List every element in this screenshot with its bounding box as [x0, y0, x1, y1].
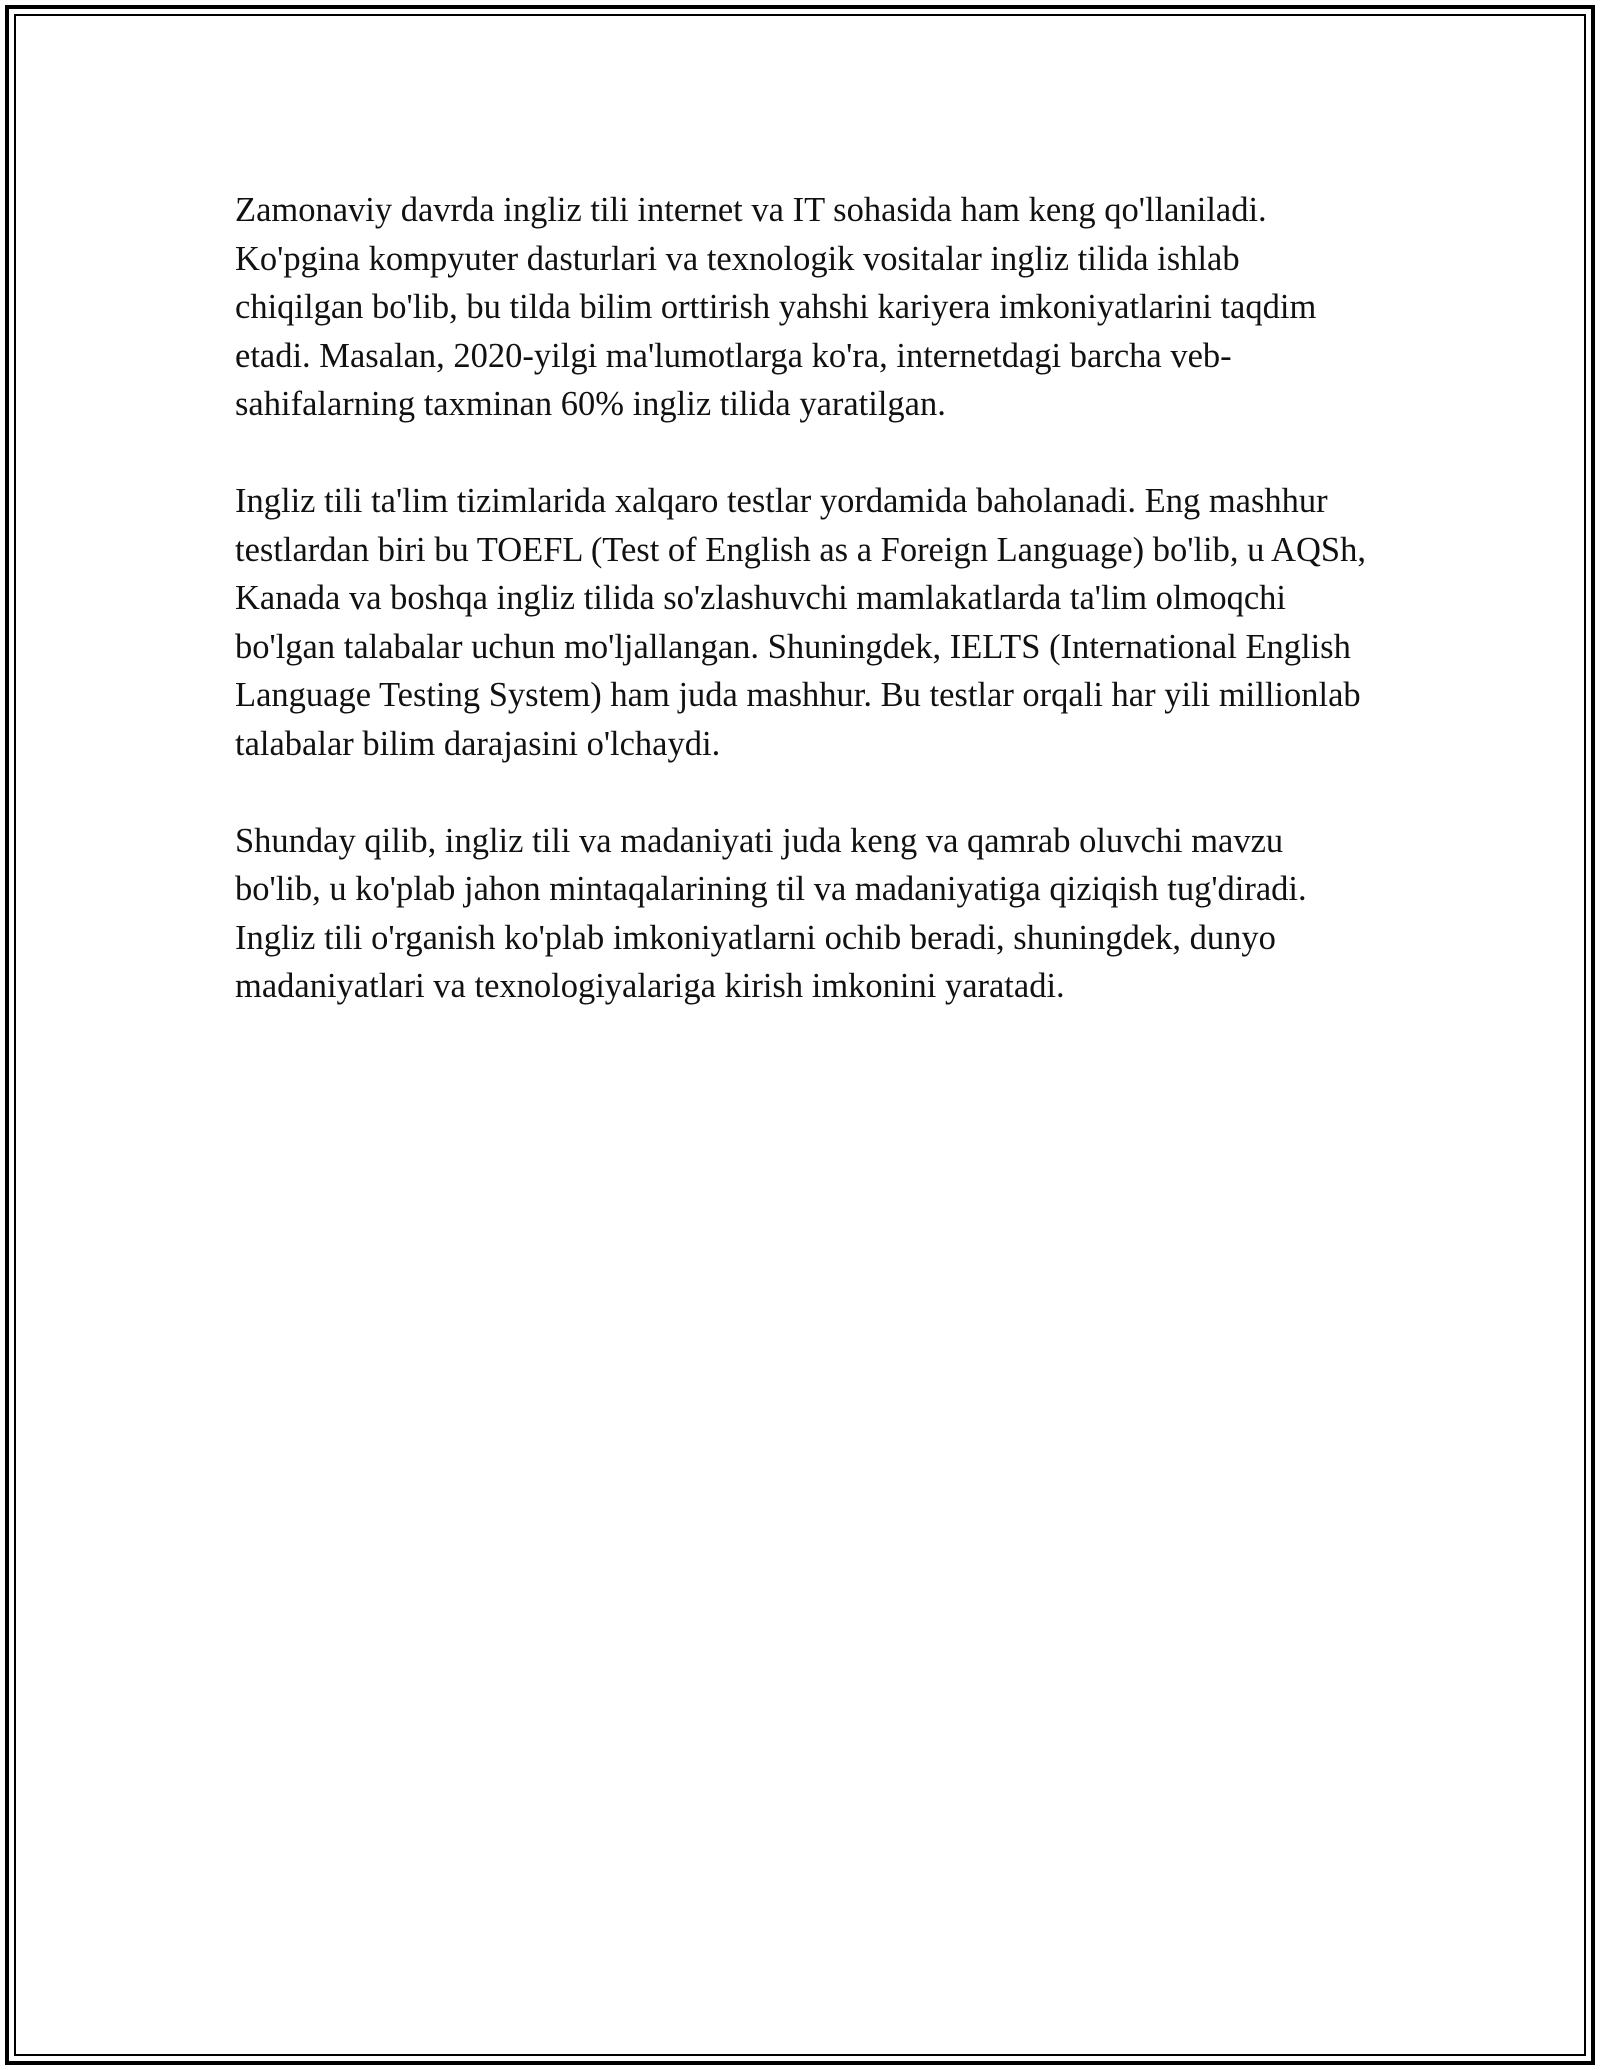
paragraph-conclusion: Shunday qilib, ingliz tili va madaniyati juda keng va qamrab oluvchi mavzu bo'lib, u ko'plab jahon mintaqalarining til va madaniyatiga qiziqish tug'diradi. Ingliz tili o'rganish ko'plab imkoniyatlarni ochib beradi, shuningdek, dunyo madaniyatlari va texnologiyalariga kirish imkonini yaratadi. [235, 821, 1307, 1005]
paragraph-international-tests: Ingliz tili ta'lim tizimlarida xalqaro testlar yordamida baholanadi. Eng mashhur testlardan biri bu TOEFL (Test of English as a Foreign Language) bo'lib, u AQSh, Kanada va boshqa ingliz tilida so'zlashuvchi mamlakatlarda ta'lim olmoqchi bo'lgan talabalar uchun mo'ljallangan. Shuningdek, IELTS (International English Language Testing System) ham juda mashhur. Bu testlar orqali har yili millionlab talabalar bilim darajasini o'lchaydi. [235, 482, 1366, 763]
document-body [235, 186, 1375, 1011]
paragraph-internet-it: Zamonaviy davrda ingliz tili internet va IT sohasida ham keng qo'llaniladi. Ko'pgina kompyuter dasturlari va texnologik vositalar ingliz tilida ishlab chiqilgan bo'lib, bu tilda bilim orttirish yahshi kariyera imkoniyatlarini taqdim etadi. Masalan, 2020-yilgi ma'lumotlarga ko'ra, internetdagi barcha veb-sahifalarning taxminan 60% ingliz tilida yaratilgan. [235, 191, 1317, 423]
